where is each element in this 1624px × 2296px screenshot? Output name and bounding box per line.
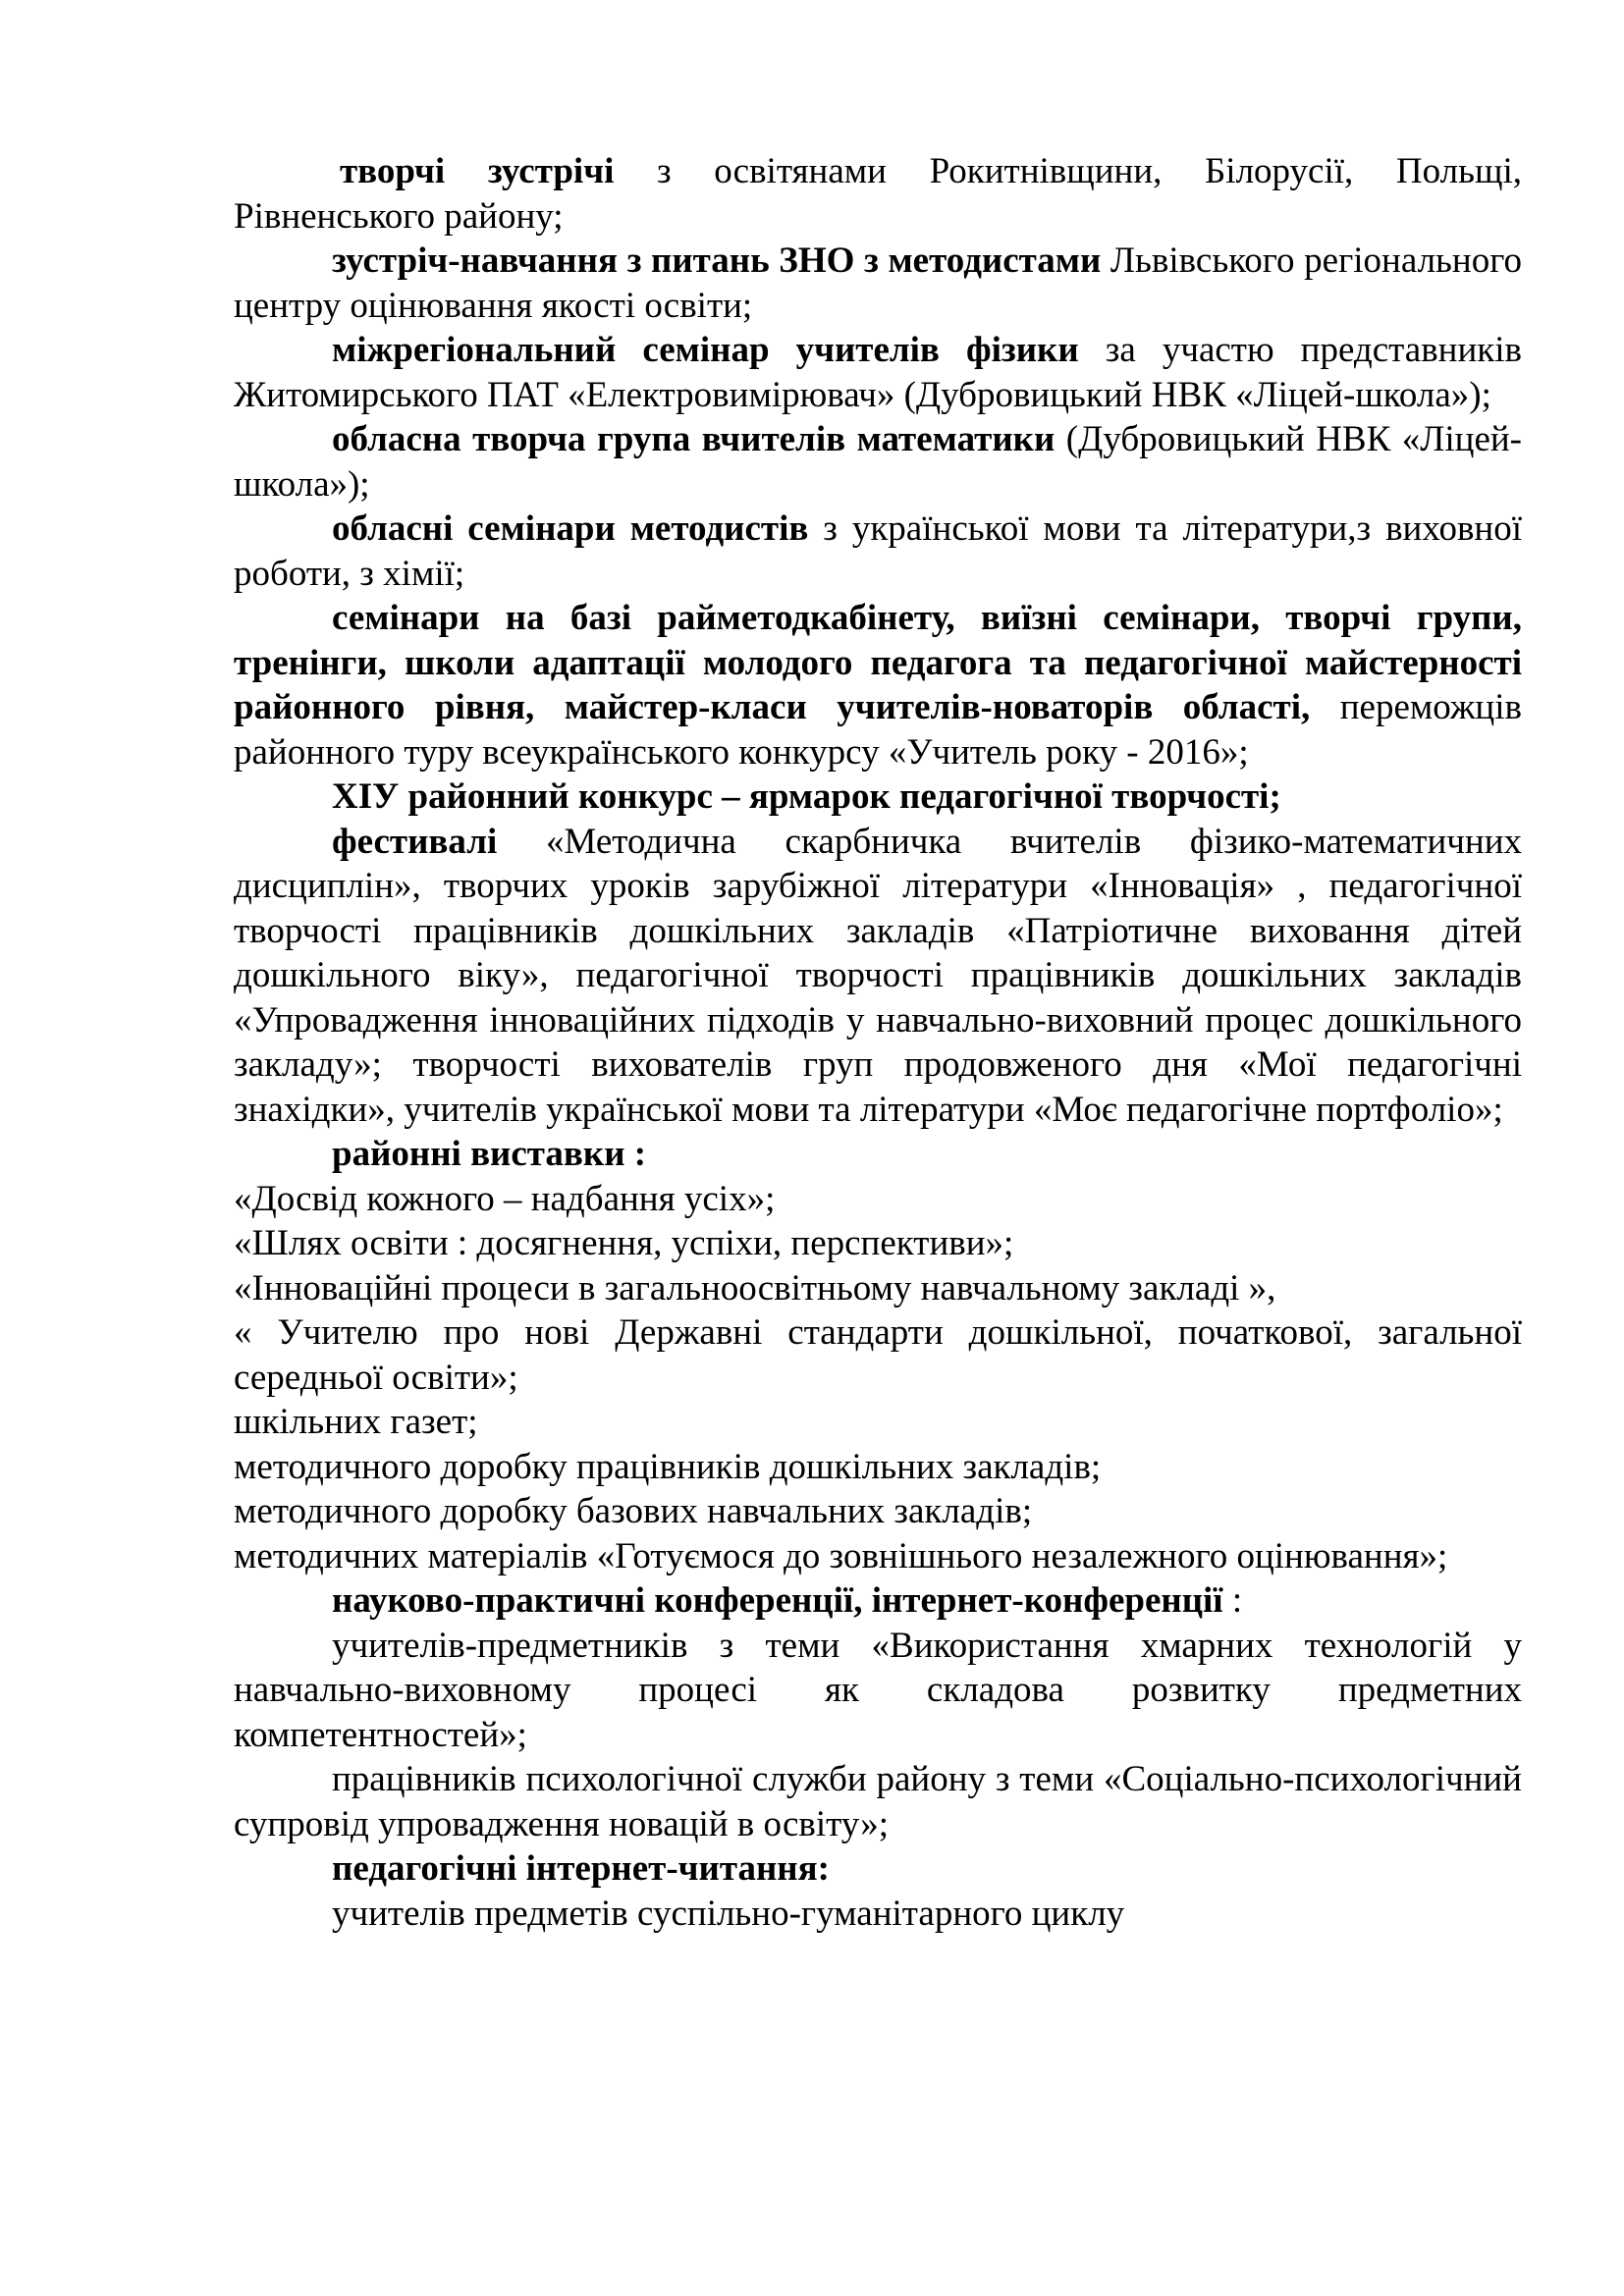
exhibition-item: методичного доробку базових навчальних закладів; <box>234 1491 1033 1531</box>
exhibition-item: «Досвід кожного – надбання усіх»; <box>234 1178 776 1219</box>
conference-item: учителів-предметників з теми «Використання хмарних технологій у навчально-виховному процесі як складова розвитку предметних компетентностей»; <box>234 1625 1522 1755</box>
paragraph-text: за участю представників Житомирського ПАТ «Електровимірювач» (Дубровицький НВК «Ліцей-школа»); <box>234 330 1522 415</box>
paragraph-creative-meetings <box>234 149 1522 239</box>
paragraph-text: з освітянами Рокитнівщини, Білорусії, Польщі, Рівненського району; <box>234 151 1523 237</box>
bold-lead: зустріч-навчання з питань ЗНО з методистами <box>332 240 1102 281</box>
bold-lead: міжрегіональний семінар учителів фізики <box>332 330 1079 370</box>
paragraph-text: : <box>1222 1580 1243 1621</box>
document-page <box>234 149 1522 1936</box>
readings-heading: педагогічні інтернет-читання: <box>332 1848 830 1889</box>
paragraph-regional-seminars <box>234 507 1522 596</box>
exhibition-item: «Шлях освіти : досягнення, успіхи, перспективи»; <box>234 1223 1014 1263</box>
paragraph-zno-training <box>234 239 1522 328</box>
paragraph-text: «Методична скарбничка вчителів фізико-математичних дисциплін», творчих уроків зарубіжної літератури «Інновація» , педагогічної творчості працівників дошкільних закладів «Патріотичне виховання дітей дошкільного віку», педагогічної творчості працівників дошкільних закладів «Упровадження інноваційних підходів у навчально-виховний процес дошкільного закладу»; творчості вихователів груп продовженого дня «Мої педагогічні знахідки», учителів української мови та літератури «Моє педагогічне портфоліо»; <box>234 821 1522 1130</box>
bold-lead: творчі зустрічі <box>340 151 615 191</box>
exhibition-item: методичних матеріалів «Готуємося до зовнішнього незалежного оцінювання»; <box>234 1535 1448 1576</box>
bold-lead: семінари на базі райметодкабінету, виїзні семінари, творчі групи, тренінги, школи адаптації молодого педагога та педагогічної майстерності районного рівня, майстер-класи учителів-новаторів області, <box>234 598 1522 727</box>
paragraph-exhibitions-heading <box>234 1132 1522 1177</box>
paragraph-text: (Дубровицький НВК «Ліцей-школа»); <box>234 419 1523 505</box>
bold-lead: фестивалі <box>332 821 498 862</box>
bold-lead: науково-практичні конференції, інтернет-конференції <box>332 1580 1223 1621</box>
paragraph-festivals <box>234 820 1522 1133</box>
bold-lead: обласна творча група вчителів математики <box>332 419 1056 459</box>
bold-lead: ХІУ районний конкурс – ярмарок педагогічної творчості; <box>332 776 1281 817</box>
paragraph-text: Львівського регіонального центру оцінювання якості освіти; <box>234 240 1522 326</box>
paragraph-text: з української мови та літератури,з виховної роботи, з хімії; <box>234 508 1522 594</box>
bold-lead: обласні семінари методистів <box>332 508 809 549</box>
paragraph-seminars-trainings <box>234 596 1522 774</box>
paragraph-physics-seminar <box>234 328 1522 417</box>
exhibition-item: «Інноваційні процеси в загальноосвітньому навчальному закладі », <box>234 1267 1276 1308</box>
bold-lead: районні виставки : <box>332 1134 647 1174</box>
exhibition-item: методичного доробку працівників дошкільних закладів; <box>234 1446 1102 1487</box>
paragraph-math-group <box>234 417 1522 507</box>
conference-item: працівників психологічної служби району з теми «Соціально-психологічний супровід упровадження новацій в освіту»; <box>234 1759 1522 1844</box>
paragraph-contest <box>234 774 1522 820</box>
paragraph-text: переможців районного туру всеукраїнського конкурсу «Учитель року - 2016»; <box>234 687 1522 773</box>
exhibition-item: « Учителю про нові Державні стандарти дошкільної, початкової, загальної середньої освіти»; <box>234 1312 1522 1398</box>
readings-item: учителів предметів суспільно-гуманітарного циклу <box>332 1893 1125 1934</box>
exhibition-item: шкільних газет; <box>234 1402 478 1442</box>
conferences-heading <box>234 1578 1522 1624</box>
